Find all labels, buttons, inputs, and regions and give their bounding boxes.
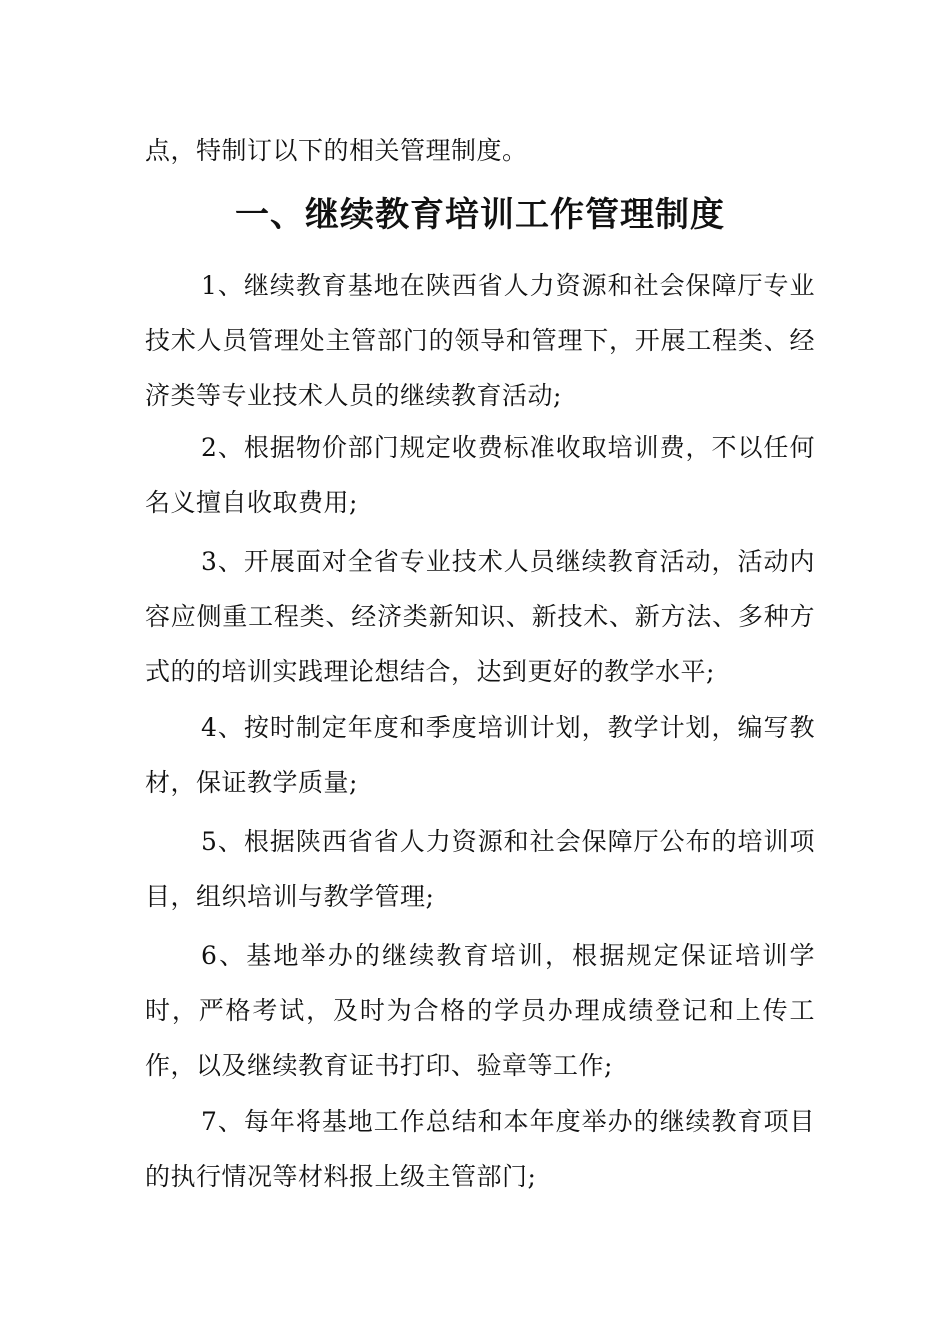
rule-paragraph-7: 7、每年将基地工作总结和本年度举办的继续教育项目的执行情况等材料报上级主管部门;	[145, 1107, 815, 1191]
rule-paragraph-3: 3、开展面对全省专业技术人员继续教育活动，活动内容应侧重工程类、经济类新知识、新技术、新方法、多种方式的的培训实践理论想结合，达到更好的教学水平;	[145, 547, 815, 686]
rule-paragraph-5: 5、根据陕西省省人力资源和社会保障厅公布的培训项目，组织培训与教学管理;	[145, 827, 815, 911]
rule-paragraph-1: 1、继续教育基地在陕西省人力资源和社会保障厅专业技术人员管理处主管部门的领导和管理下，开展工程类、经济类等专业技术人员的继续教育活动;	[145, 271, 815, 410]
section-title: 一、继续教育培训工作管理制度	[235, 195, 725, 235]
rule-paragraph-2: 2、根据物价部门规定收费标准收取培训费，不以任何名义擅自收取费用;	[145, 433, 815, 517]
lead-paragraph: 点，特制订以下的相关管理制度。	[145, 136, 528, 165]
rule-paragraph-4: 4、按时制定年度和季度培训计划，教学计划，编写教材，保证教学质量;	[145, 713, 815, 797]
rule-paragraph-6: 6、基地举办的继续教育培训，根据规定保证培训学时，严格考试，及时为合格的学员办理成绩登记和上传工作，以及继续教育证书打印、验章等工作;	[145, 941, 815, 1080]
